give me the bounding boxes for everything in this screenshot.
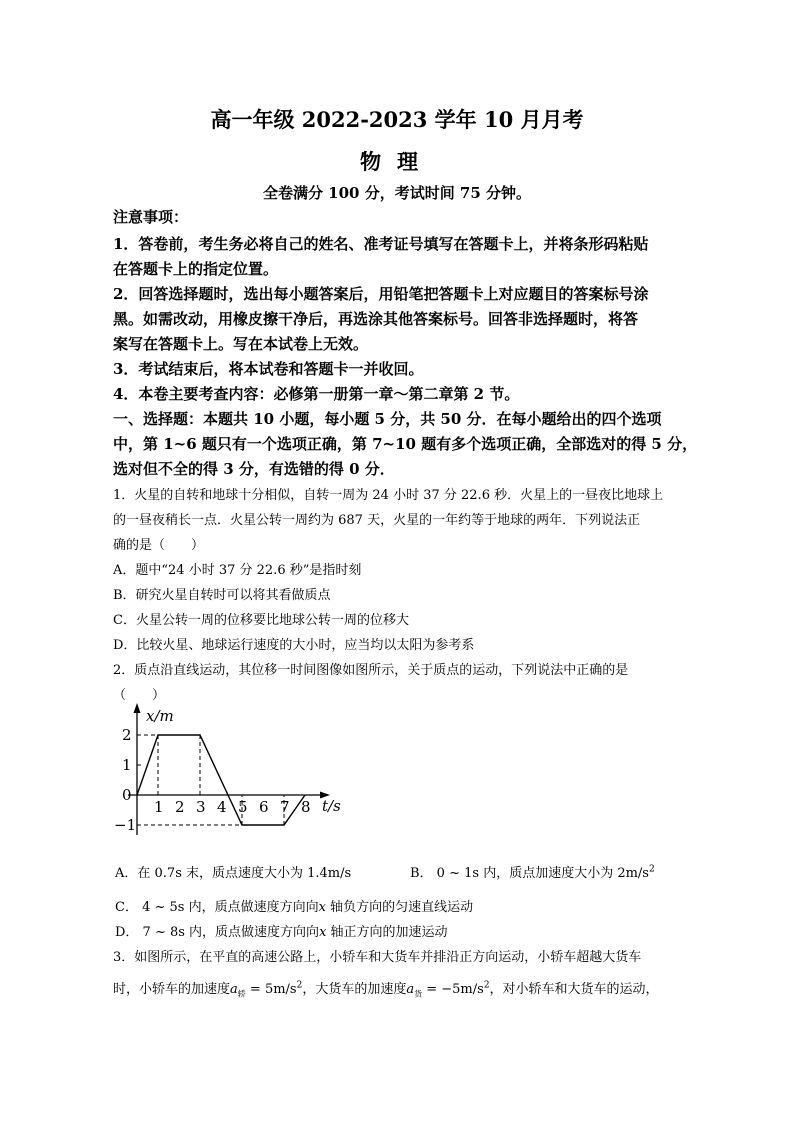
score-line: 全卷满分 100 分，考试时间 75 分钟。 [262,184,532,202]
q2-option-c-text: C． 4 ~ 5s 内，质点做速度方向向 [115,900,319,915]
q2-stem: 2．质点沿直线运动，其位移一时间图像如图所示，关于质点的运动，下列说法中正确的是 [113,663,629,678]
q2-option-a: A．在 0.7s 末，质点速度大小为 1.4m/s [115,866,352,881]
y-axis-label: x/m [146,707,174,725]
section-instruction: 一、选择题：本题共 10 小题，每小题 5 分，共 50 分．在每小题给出的四个选项 [113,410,662,428]
notice-line: 黑。如需改动，用橡皮擦干净后，再选涂其他答案标号。回答非选择题时，将答 [113,310,639,328]
subject-title: 物理 [360,149,434,174]
notice-line: 2．回答选择题时，选出每小题答案后，用铅笔把答题卡上对应题目的答案标号涂 [113,285,649,303]
q2-option-d-text: D． 7 ~ 8s 内，质点做速度方向向 [115,925,320,940]
q3-sub-car: 轿 [237,989,246,999]
x-tick-label: 1 [154,798,164,816]
position-time-graph [112,700,362,840]
q2-option-b [410,862,655,881]
x-tick-label: 3 [196,798,206,816]
q2-option-c-variable: x [318,900,326,915]
x-axis-label: t/s [322,797,341,815]
notice-line: 案写在答题卡上。写在本试卷上无效。 [113,335,369,353]
section-instruction: 选对但不全的得 3 分，有选错的得 0 分． [113,460,395,478]
q3-exp: 2 [296,980,303,991]
q2-option-c-text-end: 轴负方向的匀速直线运动 [325,900,474,915]
x-tick-label: 5 [238,798,248,816]
q1-stem: 的一昼夜稍长一点．火星公转一周约为 687 天，火星的一年约等于地球的两年．下列说法正 [113,513,641,528]
y-tick-label: 1 [122,756,132,774]
q1-option-a: A．题中“24 小时 37 分 22.6 秒”是指时刻 [113,563,362,578]
q3-stem: 3．如图所示，在平直的高速公路上，小轿车和大货车并排沿正方向运动，小轿车超越大货车 [113,950,642,965]
notice-heading: 注意事项： [113,208,189,226]
q2-option-d-variable: x [319,925,327,940]
notice-line: 1．答卷前，考生务必将自己的姓名、准考证号填写在答题卡上，并将条形码粘贴 [113,235,649,253]
q2-option-b-text: B． 0 ~ 1s 内，质点加速度大小为 2m/s [410,866,649,881]
q3-exp: 2 [483,980,490,991]
q3-stem-line2 [113,978,659,1000]
q1-stem: 1．火星的自转和地球十分相似，自转一周为 24 小时 37 分 22.6 秒．火星上的一昼夜比地球上 [113,488,664,503]
q1-option-c: C．火星公转一周的位移要比地球公转一周的位移大 [113,613,409,628]
q3-text: ，大货车的加速度 [302,982,407,997]
section-instruction: 中，第 1~6 题只有一个选项正确，第 7~10 题有多个选项正确，全部选对的得 5 分， [113,435,698,453]
q3-text: 时，小轿车的加速度 [113,982,231,997]
x-tick-label: 2 [175,798,185,816]
q3-var-a-car: a [230,982,238,997]
q3-text: = 5m/s [245,982,297,997]
y-tick-label: 0 [122,786,132,804]
y-tick-label: 2 [122,726,132,744]
q2-option-b-exponent: 2 [648,864,655,875]
notice-line: 4．本卷主要考查内容：必修第一册第一章～第二章第 2 节。 [113,385,520,403]
q2-option-d-text-end: 轴正方向的加速运动 [326,925,448,940]
q1-option-b: B．研究火星自转时可以将其看做质点 [113,588,331,603]
x-tick-label: 4 [217,798,227,816]
q3-var-a-truck: a [406,982,415,997]
exam-title: 高一年级 2022-2023 学年 10 月月考 [210,107,584,132]
q3-sub-truck: 货 [414,989,423,999]
y-tick-label: −1 [114,816,137,834]
q3-text: = −5m/s [422,982,484,997]
q3-text: ，对小轿车和大货车的运动， [489,982,659,997]
q1-option-d: D．比较火星、地球运行速度的大小时，应当均以太阳为参考系 [113,638,475,653]
x-tick-label: 6 [259,798,269,816]
notice-line: 3．考试结束后，将本试卷和答题卡一并收回。 [113,360,424,378]
q1-stem: 确的是（ ） [113,538,205,553]
q2-option-c [115,896,473,915]
y-axis-arrow [134,703,141,713]
x-tick-label: 7 [280,798,290,816]
x-tick-label: 8 [301,798,311,816]
q2-stem: （ ） [113,688,166,703]
q2-option-d [115,921,448,940]
notice-line: 在答题卡上的指定位置。 [113,260,279,278]
